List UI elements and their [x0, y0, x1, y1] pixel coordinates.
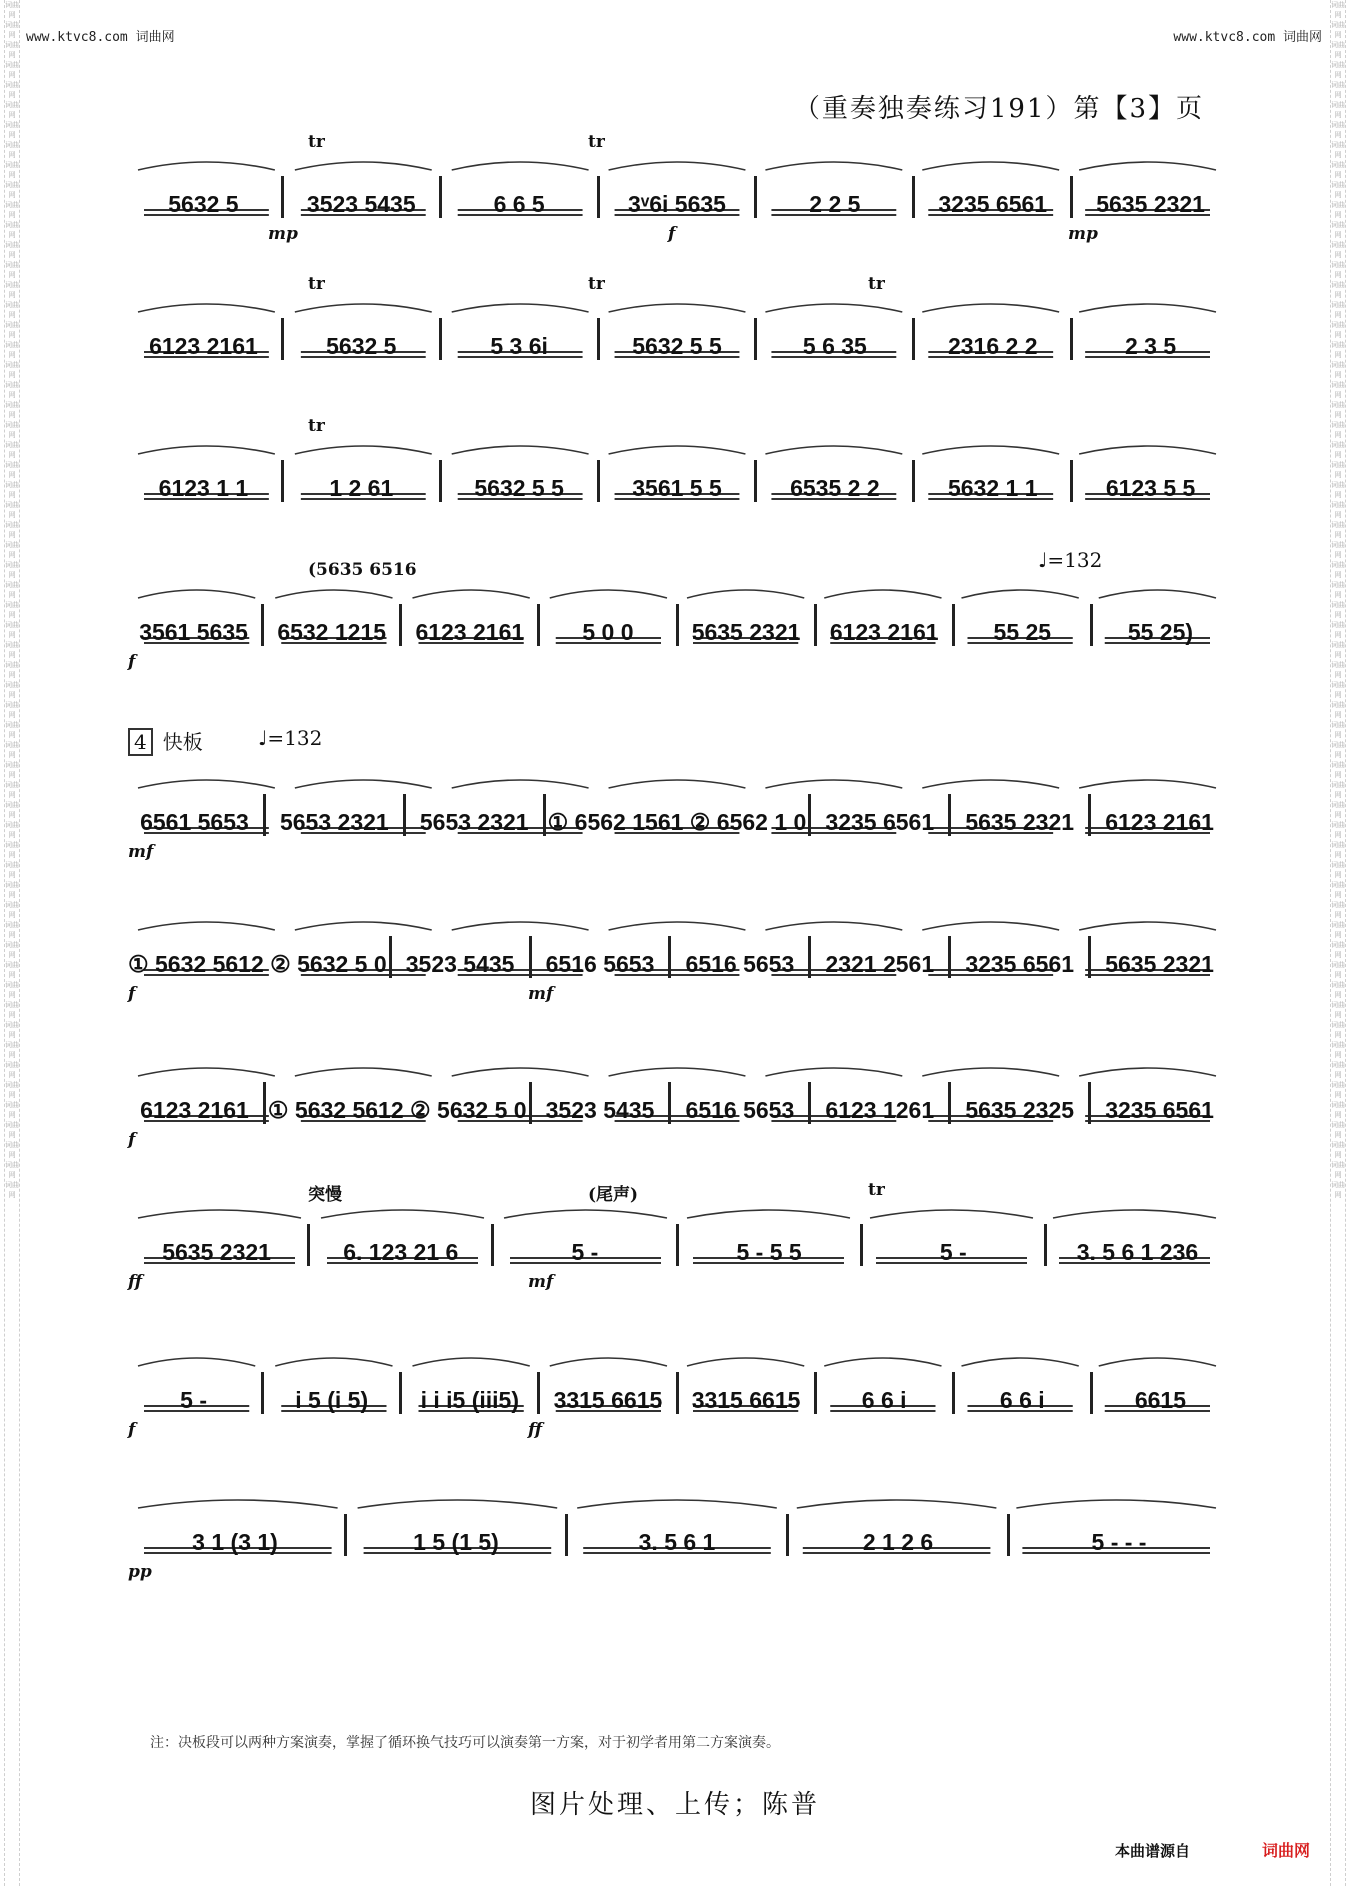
barline	[1007, 1514, 1010, 1556]
slur-arc	[922, 162, 1059, 170]
note-group: ① 5632 5612 ② 5632 5 0	[128, 951, 387, 977]
note-group: 3235 6561	[938, 191, 1048, 217]
slur-arc	[765, 780, 902, 788]
music-system	[128, 416, 1226, 534]
barline	[529, 936, 532, 978]
barline	[1088, 936, 1091, 978]
note-group: 6123 2161	[415, 619, 525, 645]
tempo-mark: ♩=132	[258, 726, 323, 750]
note-group: 5632 5	[168, 191, 239, 217]
note-row	[128, 1514, 1226, 1556]
note-group: 5635 2321	[965, 809, 1075, 835]
slur-arc	[1079, 446, 1216, 454]
slur-arc	[1079, 1068, 1216, 1076]
note-row	[128, 460, 1226, 502]
note-group: 1 2 61	[329, 475, 394, 501]
performance-mark: tr	[308, 132, 325, 152]
dynamic-mark: mp	[268, 224, 298, 244]
slur-arc	[452, 1068, 589, 1076]
barline	[263, 794, 266, 836]
barline	[529, 1082, 532, 1124]
slur-arc	[295, 780, 432, 788]
note-row	[128, 1372, 1226, 1414]
note-group: 3235 6561	[825, 809, 935, 835]
slur-arc	[138, 922, 275, 930]
site-url-right[interactable]: www.ktvc8.com 词曲网	[1173, 30, 1322, 45]
section-label	[128, 726, 203, 755]
slur-arc	[550, 590, 667, 598]
slur-arc	[452, 446, 589, 454]
note-group: 6123 1261	[825, 1097, 935, 1123]
barline	[912, 460, 915, 502]
performance-mark: tr	[308, 274, 325, 294]
note-group: 6535 2 2	[790, 475, 880, 501]
slur-arc	[138, 1358, 255, 1366]
slur-arc	[765, 304, 902, 312]
note-row	[128, 794, 1226, 836]
note-group: 5 - 5 5	[736, 1239, 802, 1265]
slur-arc	[962, 590, 1079, 598]
barline	[1070, 176, 1073, 218]
barline	[1088, 794, 1091, 836]
barline	[814, 604, 817, 646]
barline	[1088, 1082, 1091, 1124]
note-row	[128, 1224, 1226, 1266]
barline	[597, 176, 600, 218]
slur-arc	[922, 922, 1059, 930]
note-group: 3235 6561	[965, 951, 1075, 977]
dynamic-mark: mf	[128, 842, 154, 862]
note-group: 6 6 5	[493, 191, 545, 217]
note-group: 3315 6615	[553, 1387, 663, 1413]
slur-arc	[1016, 1500, 1216, 1508]
note-group: 3 1 (3 1)	[192, 1529, 278, 1555]
barline	[597, 318, 600, 360]
slur-arc	[1099, 590, 1216, 598]
note-group: 5632 5 5	[632, 333, 722, 359]
note-group: 5635 2321	[691, 619, 801, 645]
slur-arc	[452, 922, 589, 930]
slur-arc	[609, 1068, 746, 1076]
dynamic-mark: pp	[128, 1562, 152, 1582]
barline	[668, 936, 671, 978]
barline	[1070, 460, 1073, 502]
slur-arc	[922, 780, 1059, 788]
tempo-mark: ♩=132	[1038, 548, 1103, 572]
note-group: ① 5632 5612 ② 5632 5 0	[267, 1097, 527, 1123]
slur-arc	[870, 1210, 1033, 1218]
note-group: 6516 5653	[685, 1097, 795, 1123]
performance-mark: tr	[308, 416, 325, 436]
slur-arc	[550, 1358, 667, 1366]
note-row	[128, 176, 1226, 218]
note-group: 3523 5435	[405, 951, 515, 977]
slur-arc	[1053, 1210, 1216, 1218]
dynamic-mark: ff	[528, 1420, 543, 1440]
barline	[676, 1224, 679, 1266]
note-group: 6123 2161	[140, 1097, 249, 1123]
note-group: 3315 6615	[691, 1387, 801, 1413]
slur-arc	[609, 446, 746, 454]
note-row	[128, 604, 1226, 646]
slur-arc	[138, 1068, 275, 1076]
barline	[952, 1372, 955, 1414]
music-system	[128, 274, 1226, 392]
note-group: 5635 2325	[965, 1097, 1075, 1123]
slur-arc	[295, 304, 432, 312]
note-group: 3561 5635	[139, 619, 248, 645]
right-margin-strip: 词曲网 词曲网 词曲网 词曲网 词曲网 词曲网 词曲网 词曲网 词曲网 词曲网 词曲网 词曲网 词曲网 词曲网 词曲网 词曲网 词曲网 词曲网 词曲网 词曲网 词曲网 词曲网 词曲网 词曲网 词曲网 词曲网 词曲网 词曲网 词曲网 词曲网 词曲网 词曲网 词曲网 词曲网 词曲网 词曲网 词曲网 词曲网 词曲网 词曲网 词曲网 词曲网 词曲网 词曲网 词曲网 词曲网 词曲网 词曲网 词曲网 词曲网 词曲网 词曲网 词曲网 词曲网 词曲网 词曲网 词曲网 词曲网 词曲网 词曲网	[1330, 0, 1346, 1886]
slur-arc	[358, 1500, 558, 1508]
slur-arc	[797, 1500, 997, 1508]
slur-arc	[765, 1068, 902, 1076]
left-margin-strip: 词曲网 词曲网 词曲网 词曲网 词曲网 词曲网 词曲网 词曲网 词曲网 词曲网 词曲网 词曲网 词曲网 词曲网 词曲网 词曲网 词曲网 词曲网 词曲网 词曲网 词曲网 词曲网 词曲网 词曲网 词曲网 词曲网 词曲网 词曲网 词曲网 词曲网 词曲网 词曲网 词曲网 词曲网 词曲网 词曲网 词曲网 词曲网 词曲网 词曲网 词曲网 词曲网 词曲网 词曲网 词曲网 词曲网 词曲网 词曲网 词曲网 词曲网 词曲网 词曲网 词曲网 词曲网 词曲网 词曲网 词曲网 词曲网 词曲网 词曲网	[4, 0, 20, 1886]
dynamic-mark: mf	[528, 1272, 554, 1292]
note-group: 3523 5435	[545, 1097, 655, 1123]
barline	[281, 318, 284, 360]
barline	[439, 460, 442, 502]
note-group: 6516 5653	[685, 951, 795, 977]
note-group: 6 6 i	[999, 1387, 1045, 1413]
slur-arc	[295, 1068, 432, 1076]
barline	[307, 1224, 310, 1266]
music-system	[128, 900, 1226, 1010]
dynamic-mark: mp	[1068, 224, 1098, 244]
slur-arc	[138, 780, 275, 788]
slur-arc	[413, 1358, 530, 1366]
note-group: 5 3 6i	[490, 333, 548, 359]
barline	[948, 936, 951, 978]
barline	[565, 1514, 568, 1556]
slur-arc	[577, 1500, 777, 1508]
slur-arc	[765, 922, 902, 930]
dynamic-mark: ff	[128, 1272, 143, 1292]
slur-arc	[922, 304, 1059, 312]
slur-arc	[765, 446, 902, 454]
site-url-left[interactable]: www.ktvc8.com 词曲网	[26, 30, 175, 45]
source-label: 本曲谱源自	[1114, 1842, 1190, 1860]
barline	[389, 936, 392, 978]
section-name: 快板	[162, 730, 203, 754]
slur-arc	[1079, 304, 1216, 312]
slur-arc	[321, 1210, 484, 1218]
note-group: 5 -	[939, 1239, 967, 1265]
barline	[948, 794, 951, 836]
barline	[399, 604, 402, 646]
performance-mark: tr	[588, 274, 605, 294]
note-group: 5 -	[180, 1387, 207, 1413]
barline	[754, 460, 757, 502]
slur-arc	[295, 162, 432, 170]
slur-arc	[295, 446, 432, 454]
note-group: 5632 1 1	[947, 475, 1038, 501]
slur-arc	[138, 1500, 338, 1508]
slur-arc	[687, 590, 804, 598]
barline	[491, 1224, 494, 1266]
note-group: 5 -	[571, 1239, 599, 1265]
note-group: 5635 2321	[162, 1239, 271, 1265]
note-group: 3561 5 5	[632, 475, 722, 501]
dynamic-mark: f	[128, 1420, 136, 1440]
barline	[1070, 318, 1073, 360]
slur-arc	[275, 590, 392, 598]
slur-arc	[138, 590, 255, 598]
note-group: 5635 2321	[1105, 951, 1214, 977]
dynamic-mark: f	[128, 984, 136, 1004]
slur-arc	[295, 922, 432, 930]
slur-arc	[922, 1068, 1059, 1076]
performance-mark: 突慢	[308, 1185, 342, 1205]
barline	[1044, 1224, 1047, 1266]
performance-mark: (尾声)	[588, 1185, 639, 1205]
barline	[912, 176, 915, 218]
barline	[952, 604, 955, 646]
barline	[1090, 1372, 1093, 1414]
note-group: 2 3 5	[1125, 333, 1177, 359]
slur-arc	[609, 162, 746, 170]
footnote: 注：决板段可以两种方案演奏，掌握了循环换气技巧可以演奏第一方案，对于初学者用第二方案演奏。	[150, 1735, 780, 1751]
note-group: 5632 5 5	[474, 475, 564, 501]
barline	[261, 1372, 264, 1414]
note-group: 5 6 35	[802, 333, 867, 359]
note-group: 2321 2561	[825, 951, 935, 977]
slur-arc	[413, 590, 530, 598]
note-group: 6123 2161	[149, 333, 258, 359]
performance-mark: tr	[868, 1180, 885, 1200]
barline	[439, 318, 442, 360]
note-group: 1 5 (1 5)	[413, 1529, 499, 1555]
slur-arc	[452, 304, 589, 312]
note-group: 5632 5	[326, 333, 397, 359]
note-group: 55 25)	[1127, 619, 1194, 645]
barline	[403, 794, 406, 836]
music-system	[128, 726, 1226, 868]
barline	[912, 318, 915, 360]
music-system	[128, 548, 1226, 678]
note-group: 5653 2321	[279, 809, 389, 835]
barline	[281, 460, 284, 502]
barline	[281, 176, 284, 218]
music-system	[128, 132, 1226, 250]
dynamic-mark: f	[128, 1130, 136, 1150]
note-group: 5653 2321	[419, 809, 529, 835]
slur-arc	[609, 780, 746, 788]
slur-arc	[138, 1210, 301, 1218]
slur-arc	[824, 1358, 941, 1366]
barline	[808, 936, 811, 978]
note-group: i i i5 (iii5)	[420, 1387, 520, 1413]
page-title: （重奏独奏练习191）第【3】页	[793, 94, 1204, 124]
barline	[344, 1514, 347, 1556]
note-group: 5635 2321	[1096, 191, 1205, 217]
barline	[948, 1082, 951, 1124]
slur-arc	[138, 304, 275, 312]
slur-arc	[452, 780, 589, 788]
slur-arc	[962, 1358, 1079, 1366]
note-group: 6615	[1134, 1387, 1187, 1413]
note-group: ① 6562 1561 ② 6562 1 0	[547, 809, 807, 835]
note-group: 5 0 0	[582, 619, 634, 645]
barline	[754, 318, 757, 360]
slur-arc	[1099, 1358, 1216, 1366]
slur-arc	[275, 1358, 392, 1366]
note-group: 6516 5653	[545, 951, 655, 977]
note-row	[128, 936, 1226, 978]
barline	[537, 604, 540, 646]
barline	[261, 604, 264, 646]
music-system	[128, 1046, 1226, 1156]
note-group: 6532 1215	[277, 619, 387, 645]
barline	[754, 176, 757, 218]
note-group: 6561 5653	[140, 809, 249, 835]
music-system	[128, 1478, 1226, 1588]
note-group: 3ᵛ6i 5635	[628, 191, 726, 217]
barline	[808, 794, 811, 836]
barline	[399, 1372, 402, 1414]
note-group: 6 6 i	[861, 1387, 907, 1413]
note-group: 5 - - -	[1091, 1529, 1147, 1555]
note-group: 2 1 2 6	[862, 1529, 934, 1555]
note-group: 6. 123 21 6	[343, 1239, 459, 1265]
barline	[597, 460, 600, 502]
slur-arc	[922, 446, 1059, 454]
dynamic-mark: f	[128, 652, 136, 672]
performance-mark: tr	[868, 274, 885, 294]
slur-arc	[687, 1210, 850, 1218]
dynamic-mark: f	[668, 224, 676, 244]
barline	[1090, 604, 1093, 646]
slur-arc	[765, 162, 902, 170]
slur-arc	[452, 162, 589, 170]
credit-line: 图片处理、上传；陈普	[529, 1790, 820, 1820]
slur-arc	[1079, 922, 1216, 930]
barline	[808, 1082, 811, 1124]
slur-arc	[138, 446, 275, 454]
rehearsal-number: 4	[128, 728, 153, 756]
note-group: 3523 5435	[306, 191, 416, 217]
note-group: 6123 2161	[829, 619, 939, 645]
note-group: 3235 6561	[1105, 1097, 1214, 1123]
note-group: 6123 5 5	[1105, 475, 1196, 501]
note-row	[128, 1082, 1226, 1124]
note-group: 55 25	[993, 619, 1052, 645]
barline	[676, 604, 679, 646]
barline	[263, 1082, 266, 1124]
note-group: 3. 5 6 1	[638, 1529, 716, 1555]
slur-arc	[824, 590, 941, 598]
music-system	[128, 1180, 1226, 1298]
note-group: 6123 1 1	[158, 475, 249, 501]
note-row	[128, 318, 1226, 360]
slur-arc	[609, 922, 746, 930]
note-group: 2 2 5	[809, 191, 861, 217]
dynamic-mark: mf	[528, 984, 554, 1004]
barline	[543, 794, 546, 836]
source-site-link[interactable]: 词曲网	[1261, 1841, 1310, 1860]
slur-arc	[504, 1210, 667, 1218]
note-group: i 5 (i 5)	[295, 1387, 369, 1413]
barline	[786, 1514, 789, 1556]
barline	[439, 176, 442, 218]
note-group: 3. 5 6 1 236	[1076, 1239, 1199, 1265]
barline	[668, 1082, 671, 1124]
slur-arc	[138, 162, 275, 170]
performance-mark: tr	[588, 132, 605, 152]
slur-arc	[1079, 780, 1216, 788]
barline	[814, 1372, 817, 1414]
slur-arc	[609, 304, 746, 312]
slur-arc	[687, 1358, 804, 1366]
music-system	[128, 1336, 1226, 1446]
note-group: 6123 2161	[1105, 809, 1214, 835]
slur-arc	[1079, 162, 1216, 170]
note-group: 2316 2 2	[947, 333, 1038, 359]
barline	[676, 1372, 679, 1414]
barline	[860, 1224, 863, 1266]
performance-mark: (5635 6516	[308, 560, 417, 580]
barline	[537, 1372, 540, 1414]
